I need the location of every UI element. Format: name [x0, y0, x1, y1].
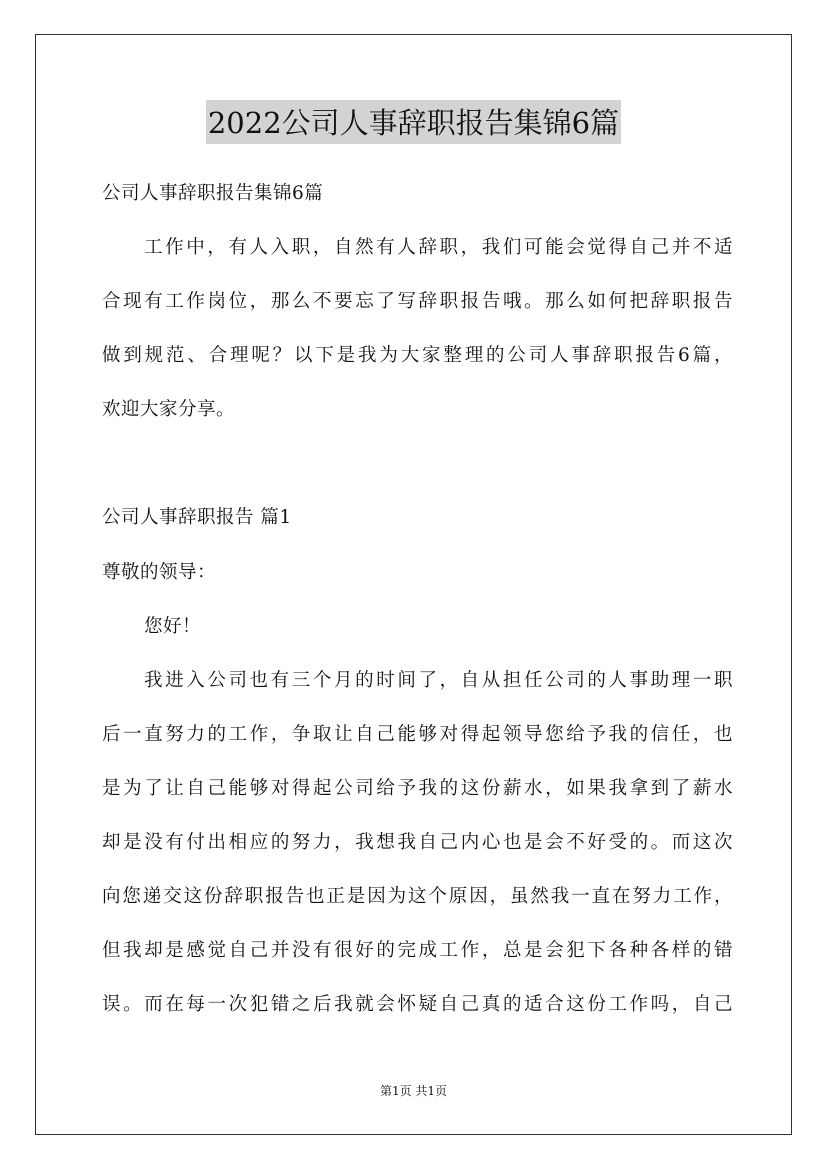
- body-line: 却是没有付出相应的努力，我想我自己内心也是会不好受的。而这次: [102, 832, 733, 853]
- greeting: 您好！: [144, 616, 202, 637]
- page-number-footer: 第1页 共1页: [379, 1084, 448, 1098]
- body-line: 误。而在每一次犯错之后我就会怀疑自己真的适合这份工作吗，自己: [102, 994, 733, 1015]
- document-title: 2022公司人事辞职报告集锦6篇: [206, 100, 621, 144]
- title-container: [0, 100, 827, 144]
- intro-line: 合现有工作岗位，那么不要忘了写辞职报告哦。那么如何把辞职报告: [102, 291, 733, 312]
- body-line: 向您递交这份辞职报告也正是因为这个原因，虽然我一直在努力工作，: [102, 886, 733, 907]
- body-line: 但我却是感觉自己并没有很好的完成工作，总是会犯下各种各样的错: [102, 940, 733, 961]
- salutation: 尊敬的领导：: [102, 562, 217, 583]
- document-subtitle: 公司人事辞职报告集锦6篇: [102, 183, 324, 204]
- body-line: 是为了让自己能够对得起公司给予我的这份薪水，如果我拿到了薪水: [102, 778, 733, 799]
- body-line: 我进入公司也有三个月的时间了，自从担任公司的人事助理一职: [144, 670, 733, 691]
- intro-line: 做到规范、合理呢？以下是我为大家整理的公司人事辞职报告6篇，: [102, 345, 733, 366]
- body-line: 后一直努力的工作，争取让自己能够对得起领导您给予我的信任，也: [102, 724, 733, 745]
- intro-line: 工作中，有人入职，自然有人辞职，我们可能会觉得自己并不适: [144, 237, 733, 258]
- section-heading: 公司人事辞职报告 篇1: [102, 507, 292, 528]
- intro-line: 欢迎大家分享。: [102, 399, 236, 420]
